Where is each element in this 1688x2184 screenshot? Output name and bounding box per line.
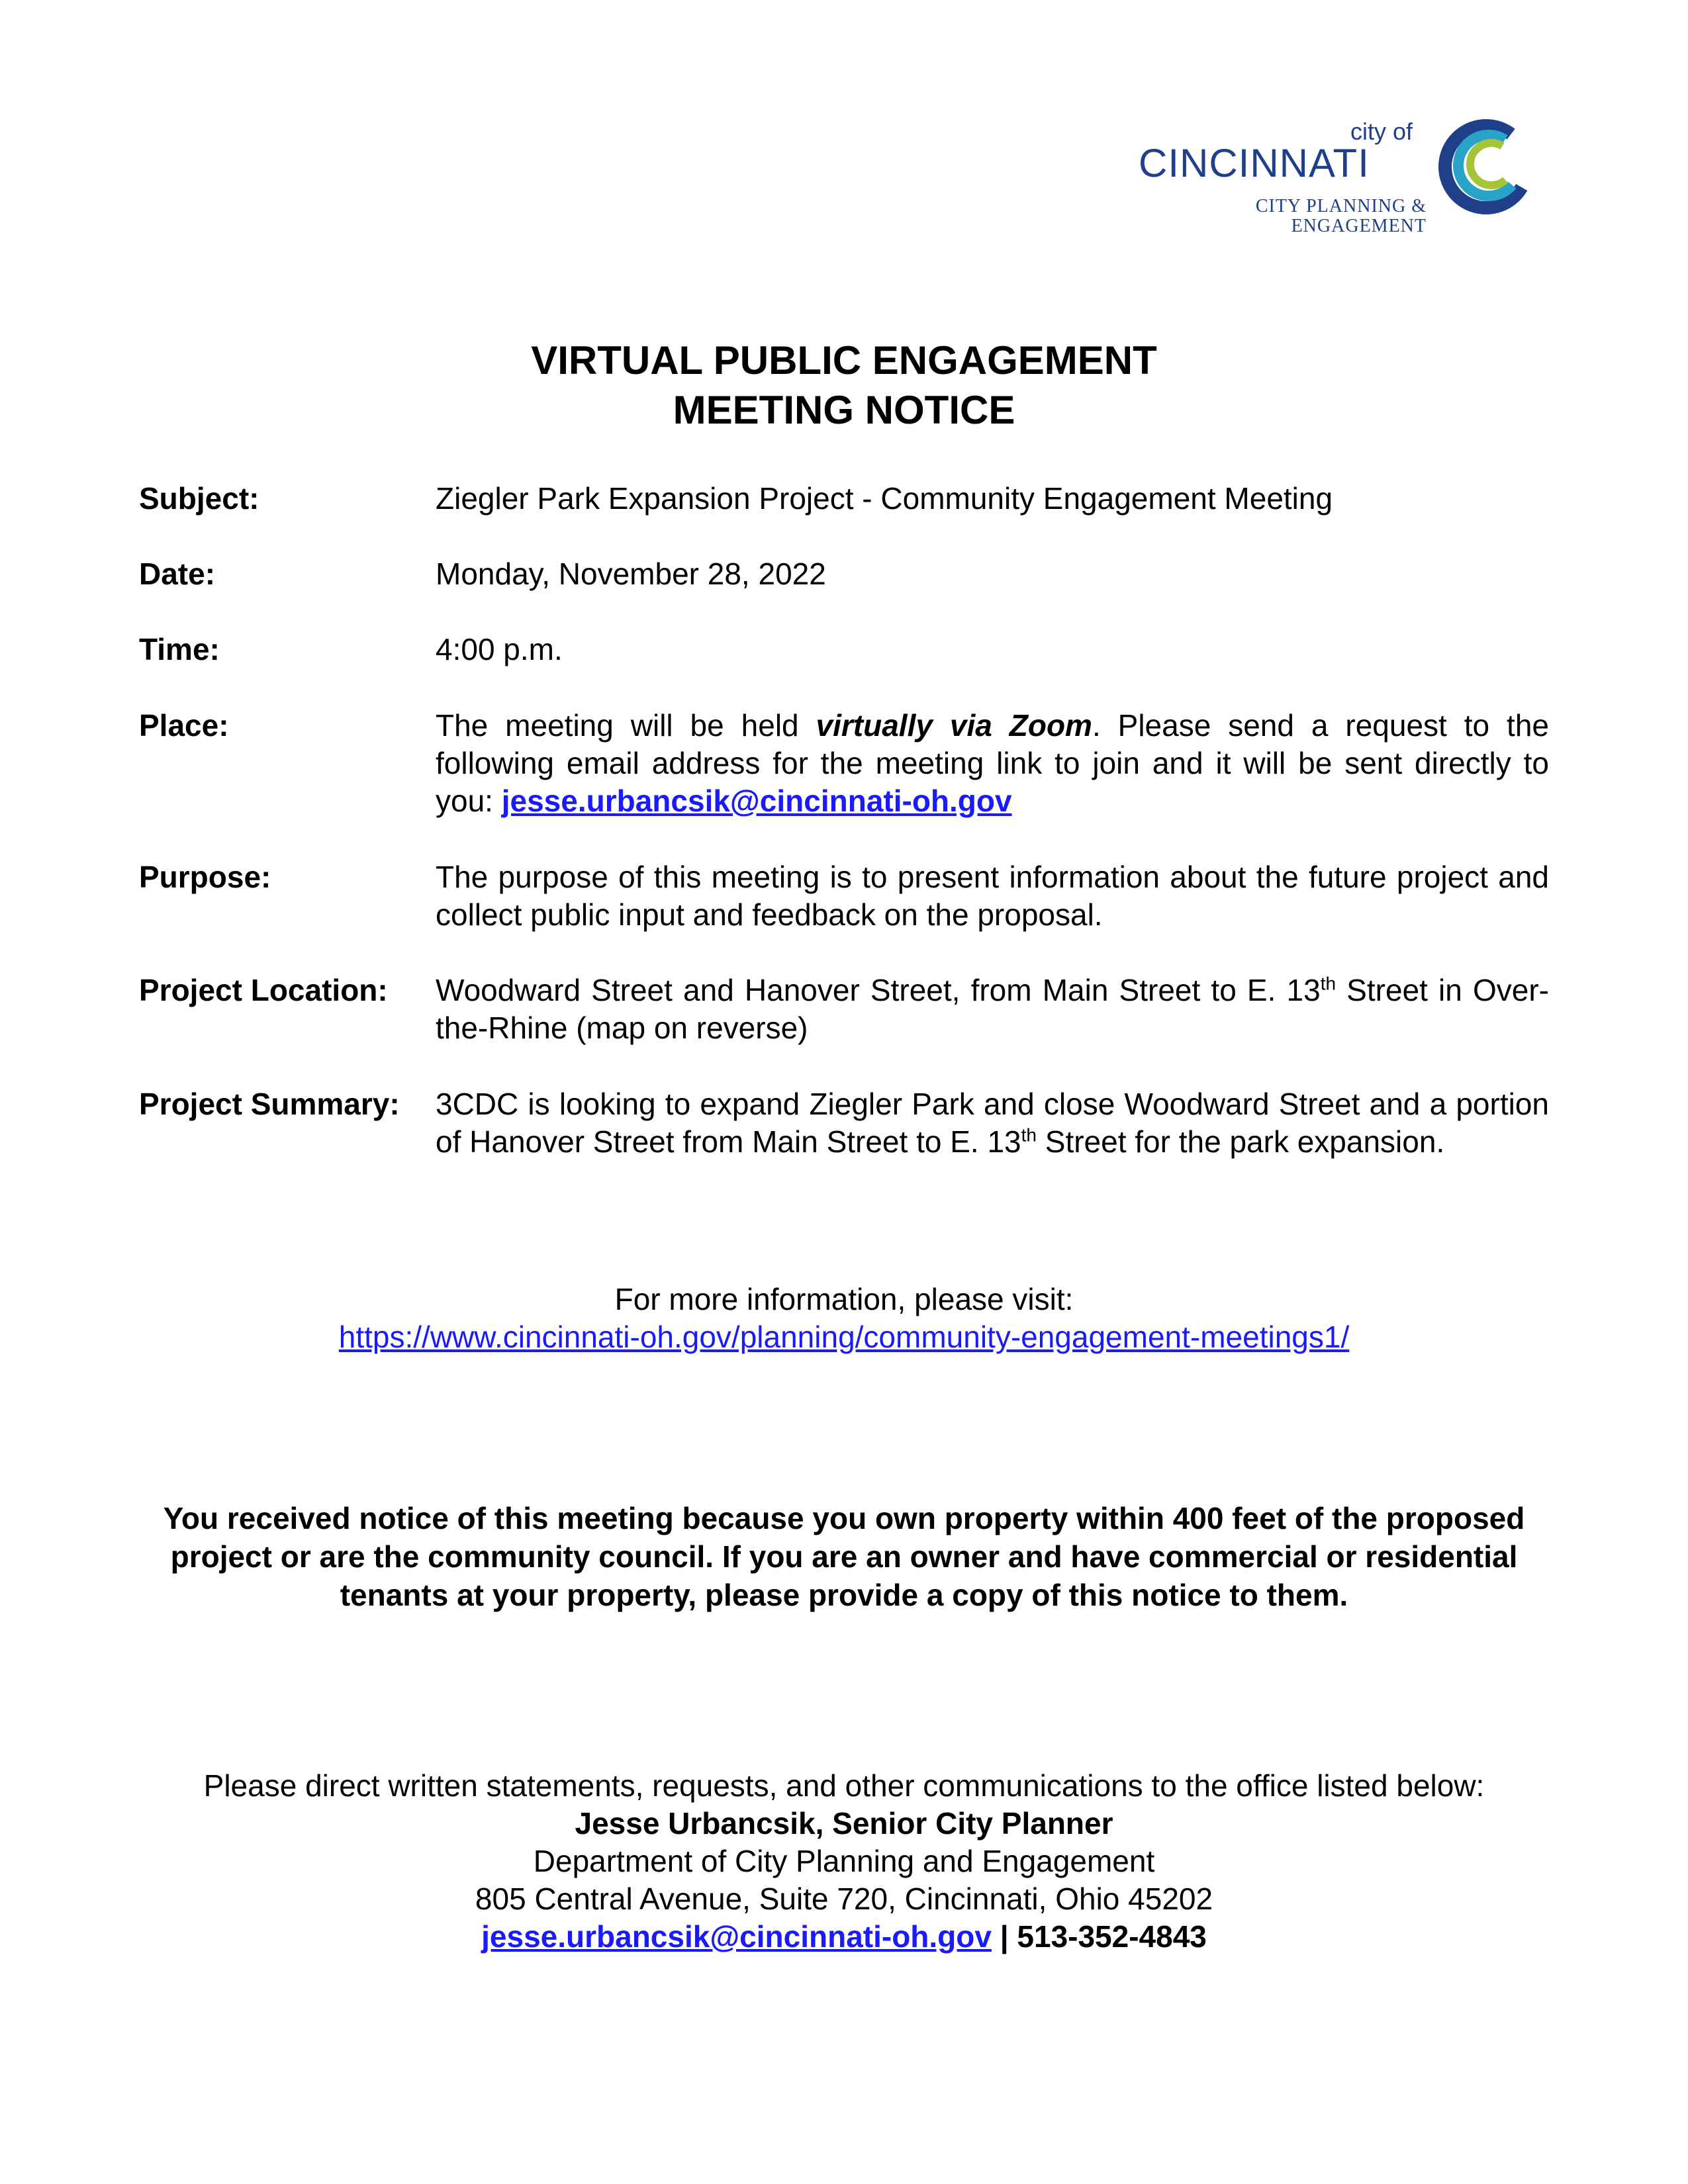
logo-dept-line2: ENGAGEMENT: [1291, 216, 1427, 236]
place-text-before: The meeting will be held: [436, 708, 816, 743]
summary-label: Project Summary:: [139, 1087, 400, 1121]
page-title-line1: VIRTUAL PUBLIC ENGAGEMENT: [531, 338, 1157, 383]
more-info-row: [0, 1318, 1688, 1356]
location-value: [436, 972, 1549, 1047]
date-row: [139, 555, 1549, 593]
location-label: Project Location:: [139, 973, 388, 1007]
logo-city-of: city of: [1350, 118, 1413, 145]
contact-line: [0, 1918, 1688, 1956]
time-row: [139, 631, 1549, 668]
place-row: [139, 707, 1549, 820]
contact-email-link[interactable]: jesse.urbancsik@cincinnati-oh.gov: [481, 1919, 992, 1954]
purpose-value: The purpose of this meeting is to present information about the future project and collect public input and feedback on the proposal.: [436, 860, 1549, 932]
time-value: 4:00 p.m.: [436, 632, 563, 666]
notice-paragraph: You received notice of this meeting because you own property within 400 feet of the proposed project or are the community council. If you are an owner and have commercial or residential tenants at your property, please provide a copy of this notice to them.: [163, 1501, 1525, 1612]
place-text-after: . Please send a request to the following email address for the meeting link to join and it will be sent directly to you:: [436, 708, 1549, 818]
summary-value: [436, 1085, 1549, 1161]
more-info-link[interactable]: https://www.cincinnati-oh.gov/planning/community-engagement-meetings1/: [338, 1320, 1350, 1354]
location-row: [139, 972, 1549, 1047]
page-title-line2: MEETING NOTICE: [673, 388, 1015, 432]
subject-value: Ziegler Park Expansion Project - Community Engagement Meeting: [436, 481, 1333, 516]
place-value: [436, 707, 1549, 820]
contact-separator: |: [991, 1919, 1017, 1954]
logo-dept-line1: CITY PLANNING &: [1255, 196, 1427, 216]
location-text-before: Woodward Street and Hanover Street, from Main Street to E. 13: [436, 973, 1321, 1007]
place-label: Place:: [139, 708, 229, 743]
logo-ring-icon: [1433, 114, 1539, 220]
city-logo: [1139, 113, 1536, 245]
date-value: Monday, November 28, 2022: [436, 557, 826, 591]
contact-name: Jesse Urbancsik, Senior City Planner: [575, 1806, 1113, 1841]
place-emphasis: virtually via Zoom: [816, 708, 1092, 743]
subject-row: [139, 480, 1549, 518]
logo-city-name: CINCINNATI: [1139, 141, 1370, 185]
contact-department: Department of City Planning and Engagement: [533, 1844, 1155, 1878]
purpose-row: [139, 858, 1549, 934]
summary-sup: th: [1021, 1124, 1037, 1146]
location-sup: th: [1320, 973, 1336, 994]
contact-phone: 513-352-4843: [1017, 1919, 1207, 1954]
purpose-label: Purpose:: [139, 860, 271, 894]
summary-row: [139, 1085, 1549, 1161]
location-text-after: Street in Over-the-Rhine (map on reverse): [436, 973, 1549, 1045]
time-label: Time:: [139, 632, 220, 666]
place-email-link[interactable]: jesse.urbancsik@cincinnati-oh.gov: [501, 784, 1012, 818]
contact-address: 805 Central Avenue, Suite 720, Cincinnati, Ohio 45202: [475, 1882, 1213, 1916]
summary-text-after: Street for the park expansion.: [1036, 1124, 1445, 1159]
more-info-text: For more information, please visit:: [614, 1282, 1074, 1316]
subject-label: Subject:: [139, 481, 259, 516]
summary-text-before: 3CDC is looking to expand Ziegler Park and close Woodward Street and a portion of Hanover Street from Main Street to E. 13: [436, 1087, 1549, 1159]
contact-intro: Please direct written statements, requests, and other communications to the office listed below:: [203, 1768, 1485, 1803]
date-label: Date:: [139, 557, 216, 591]
